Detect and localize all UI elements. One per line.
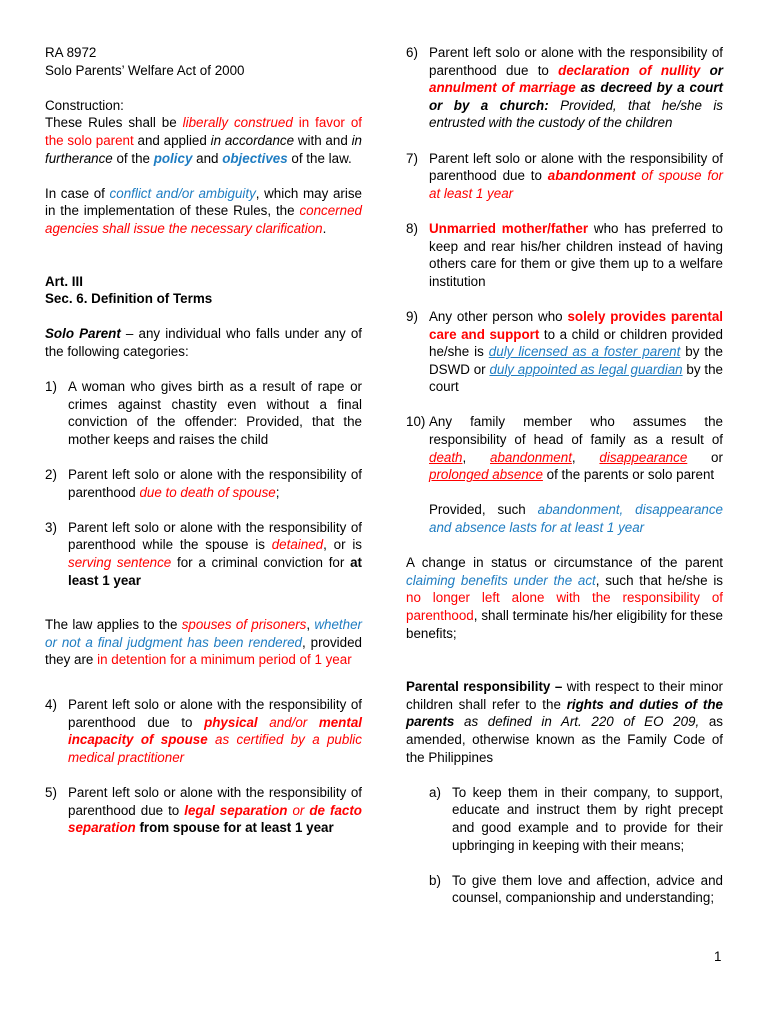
solo-parent-definition: Solo Parent – any individual who falls under any of the following categories:: [45, 326, 362, 359]
law-applies-note: The law applies to the spouses of prisoners, whether or not a final judgment has been rendered, provided they are in detention for a minimum period of 1 year: [45, 617, 362, 668]
list-item-3: 3) Parent left solo or alone with the responsibility of parenthood while the spouse is detained, or is serving sentence for a criminal conviction for at least 1 year: [45, 519, 363, 588]
list-item-1: 1) A woman who gives birth as a result of rape or crimes against chastity even without a final conviction of the offender: Provided, that the mother keeps and raises the child: [45, 379, 362, 447]
section-heading: Sec. 6. Definition of Terms: [45, 291, 213, 307]
article-heading: Art. III: [45, 273, 83, 289]
list-item-10: 10) Any family member who assumes the responsibility of head of family as a result of death, abandonment, disappearance or prolonged absence of the parents or solo parent: [406, 414, 723, 483]
act-title: Solo Parents’ Welfare Act of 2000: [45, 62, 245, 78]
list-item-8: 8) Unmarried mother/father who has preferred to keep and rear his/her children instead of having others care for them or give them up to a welfare institution: [406, 220, 723, 289]
change-status-paragraph: A change in status or circumstance of the parent claiming benefits under the act, such that he/she is no longer left alone with the responsibility of parenthood, shall terminate his/her eligibility for these benefits;: [406, 555, 723, 641]
item-10-proviso: Provided, such abandonment, disappearance and absence lasts for at least 1 year: [429, 502, 723, 536]
ra-number: RA 8972: [45, 45, 97, 60]
left-column: [45, 44, 362, 837]
list-item-4: 4) Parent left solo or alone with the responsibility of parenthood due to physical and/or mental incapacity of spouse as certified by a public medical practitioner: [45, 697, 362, 765]
page-number: 1: [714, 949, 722, 964]
list-item-6: 6) Parent left solo or alone with the responsibility of parenthood due to declaration of nullity or annulment of marriage as decreed by a court or by a church: Provided, that he/she is entrusted with the custody of the children: [406, 45, 723, 131]
list-item-b: b) To give them love and affection, advice and counsel, companionship and understanding;: [429, 872, 723, 906]
list-item-5: 5) Parent left solo or alone with the responsibility of parenthood due to legal separation or de facto separation from spouse for at least 1 year: [45, 784, 362, 836]
list-item-2: 2) Parent left solo or alone with the responsibility of parenthood due to death of spouse;: [45, 467, 362, 500]
right-column: [406, 44, 723, 907]
list-item-9: 9) Any other person who solely provides parental care and support to a child or children provided he/she is duly licensed as a foster parent by the DSWD or duly appointed as legal guardian by the court: [406, 308, 723, 395]
list-item-7: 7) Parent left solo or alone with the responsibility of parenthood due to abandonment of spouse for at least 1 year: [406, 150, 723, 201]
parental-responsibility-paragraph: Parental responsibility – with respect to their minor children shall refer to the rights and duties of the parents as defined in Art. 220 of EO 209, as amended, otherwise known as the Family Code of the Philippines: [406, 679, 724, 765]
construction-heading: Construction:: [45, 97, 124, 113]
construction-paragraph-1: These Rules shall be liberally construed in favor of the solo parent and applied in accordance with and in furtherance of the policy and objectives of the law.: [45, 115, 362, 166]
list-item-a: a) To keep them in their company, to support, educate and instruct them by right precept and good example and to provide for their upbringing in keeping with their means;: [429, 784, 723, 853]
construction-paragraph-2: In case of conflict and/or ambiguity, which may arise in the implementation of these Rules, the concerned agencies shall issue the necessary clarification.: [45, 185, 362, 236]
